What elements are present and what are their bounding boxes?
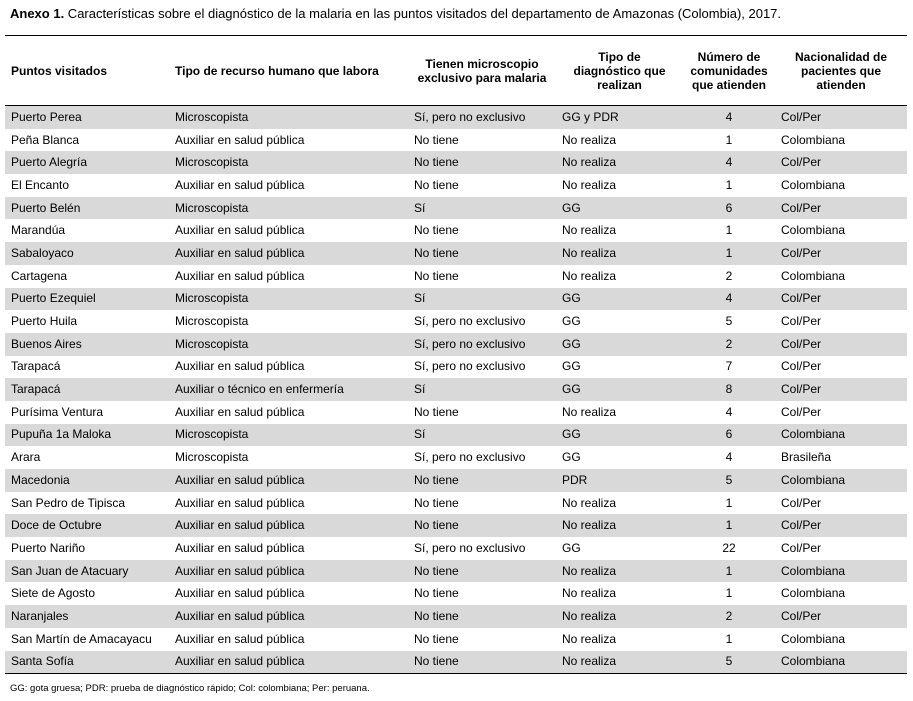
cell-nacionalidad: Colombiana: [781, 268, 846, 283]
cell-tipo-recurso: Auxiliar en salud pública: [175, 177, 305, 192]
table-footnote: GG: gota gruesa; PDR: prueba de diagnóstico rápido; Col: colombiana; Per: peruana.: [10, 683, 370, 694]
cell-microscopio: Sí, pero no exclusivo: [414, 450, 526, 465]
cell-punto-visitado: Puerto Huila: [11, 314, 78, 329]
cell-tipo-diagnostico: GG: [562, 450, 581, 465]
table-row: [5, 356, 907, 379]
cell-microscopio: No tiene: [414, 404, 459, 419]
cell-tipo-diagnostico: No realiza: [562, 495, 617, 510]
cell-nacionalidad: Colombiana: [781, 223, 846, 238]
table-row: [5, 605, 907, 628]
cell-microscopio: No tiene: [414, 177, 459, 192]
table-row: [5, 469, 907, 492]
cell-numero-comunidades: 6: [683, 197, 775, 220]
cell-punto-visitado: Puerto Perea: [5, 106, 169, 129]
cell-nacionalidad: Col/Per: [781, 314, 822, 329]
table-row: [5, 106, 907, 129]
table-row: [5, 265, 907, 288]
cell-tipo-diagnostico: No realiza: [556, 151, 683, 174]
cell-numero-comunidades: 2: [725, 268, 733, 283]
cell-nacionalidad: Col/Per: [775, 242, 907, 265]
cell-nacionalidad: Colombiana: [775, 469, 907, 492]
cell-numero-comunidades: 5: [725, 314, 733, 329]
cell-tipo-recurso: Auxiliar en salud pública: [175, 404, 305, 419]
header-tipo-recurso: Tipo de recurso humano que labora: [169, 36, 408, 106]
cell-numero-comunidades: 4: [683, 151, 775, 174]
cell-punto-visitado: Santa Sofía: [5, 651, 169, 674]
cell-tipo-diagnostico: GG: [556, 333, 683, 356]
cell-microscopio: Sí: [408, 424, 556, 447]
cell-microscopio: Sí: [408, 378, 556, 401]
cell-microscopio: Sí: [408, 197, 556, 220]
table-row: [5, 651, 907, 674]
cell-tipo-recurso: Auxiliar en salud pública: [175, 359, 305, 374]
cell-tipo-recurso: Microscopista: [175, 450, 249, 465]
header-numero-comunidades: Número de comunidades que atienden: [683, 36, 775, 106]
data-table: [5, 35, 907, 674]
cell-nacionalidad: Col/Per: [781, 359, 822, 374]
cell-tipo-recurso: Auxiliar en salud pública: [169, 651, 408, 674]
cell-tipo-diagnostico: No realiza: [556, 242, 683, 265]
table-row: [5, 492, 907, 515]
cell-nacionalidad: Colombiana: [775, 651, 907, 674]
cell-nacionalidad: Col/Per: [775, 151, 907, 174]
table-row: [5, 424, 907, 447]
cell-tipo-recurso: Microscopista: [169, 106, 408, 129]
cell-punto-visitado: San Martín de Amacayacu: [11, 631, 152, 646]
cell-microscopio: No tiene: [408, 514, 556, 537]
cell-tipo-recurso: Microscopista: [169, 197, 408, 220]
cell-tipo-diagnostico: No realiza: [562, 586, 617, 601]
cell-numero-comunidades: 5: [683, 469, 775, 492]
cell-punto-visitado: Arara: [11, 450, 41, 465]
cell-tipo-diagnostico: PDR: [556, 469, 683, 492]
table-caption: [10, 6, 781, 22]
cell-tipo-recurso: Auxiliar en salud pública: [175, 268, 305, 283]
cell-microscopio: Sí, pero no exclusivo: [408, 333, 556, 356]
cell-nacionalidad: Col/Per: [775, 605, 907, 628]
cell-tipo-diagnostico: GG: [556, 424, 683, 447]
table-row: [5, 560, 907, 583]
header-nacionalidad: Nacionalidad de pacientes que atienden: [775, 36, 907, 106]
cell-microscopio: No tiene: [414, 586, 459, 601]
cell-tipo-recurso: Auxiliar en salud pública: [169, 242, 408, 265]
header-puntos-visitados: Puntos visitados: [5, 36, 169, 106]
header-row: [5, 36, 907, 106]
table-body: [5, 106, 907, 674]
cell-punto-visitado: Puerto Nariño: [11, 540, 86, 555]
table-row: [5, 219, 907, 242]
cell-numero-comunidades: 4: [683, 106, 775, 129]
cell-punto-visitado: Tarapacá: [5, 378, 169, 401]
cell-microscopio: No tiene: [414, 495, 459, 510]
cell-tipo-diagnostico: GG: [556, 288, 683, 311]
cell-tipo-recurso: Microscopista: [175, 314, 249, 329]
cell-tipo-recurso: Auxiliar en salud pública: [169, 469, 408, 492]
cell-numero-comunidades: 1: [725, 631, 733, 646]
cell-microscopio: No tiene: [408, 560, 556, 583]
cell-punto-visitado: El Encanto: [11, 177, 70, 192]
cell-microscopio: Sí: [408, 288, 556, 311]
cell-numero-comunidades: 1: [725, 223, 733, 238]
table-row: [5, 378, 907, 401]
cell-tipo-recurso: Auxiliar en salud pública: [169, 605, 408, 628]
cell-numero-comunidades: 2: [683, 333, 775, 356]
cell-microscopio: No tiene: [408, 605, 556, 628]
cell-numero-comunidades: 1: [683, 560, 775, 583]
table-row: [5, 333, 907, 356]
cell-numero-comunidades: 1: [725, 495, 733, 510]
cell-nacionalidad: Colombiana: [781, 132, 846, 147]
cell-punto-visitado: Purísima Ventura: [11, 404, 104, 419]
cell-tipo-diagnostico: No realiza: [562, 631, 617, 646]
cell-microscopio: No tiene: [408, 651, 556, 674]
cell-punto-visitado: Puerto Alegría: [5, 151, 169, 174]
cell-numero-comunidades: 4: [683, 288, 775, 311]
table-row: [5, 242, 907, 265]
cell-punto-visitado: Doce de Octubre: [5, 514, 169, 537]
cell-tipo-diagnostico: No realiza: [562, 177, 617, 192]
cell-tipo-recurso: Microscopista: [169, 333, 408, 356]
cell-tipo-diagnostico: No realiza: [562, 268, 617, 283]
cell-microscopio: No tiene: [408, 151, 556, 174]
cell-tipo-recurso: Auxiliar en salud pública: [175, 223, 305, 238]
cell-numero-comunidades: 1: [725, 586, 733, 601]
cell-nacionalidad: Colombiana: [775, 560, 907, 583]
cell-tipo-diagnostico: GG: [562, 359, 581, 374]
cell-punto-visitado: Siete de Agosto: [11, 586, 96, 601]
cell-numero-comunidades: 2: [683, 605, 775, 628]
cell-tipo-diagnostico: GG: [562, 540, 581, 555]
cell-nacionalidad: Col/Per: [781, 540, 822, 555]
cell-tipo-recurso: Auxiliar en salud pública: [169, 514, 408, 537]
table-row: [5, 446, 907, 469]
cell-tipo-diagnostico: GG: [556, 197, 683, 220]
table-row: [5, 582, 907, 605]
cell-punto-visitado: Marandúa: [11, 223, 66, 238]
table-row: [5, 514, 907, 537]
cell-numero-comunidades: 5: [683, 651, 775, 674]
cell-numero-comunidades: 8: [683, 378, 775, 401]
cell-tipo-diagnostico: No realiza: [556, 514, 683, 537]
table-row: [5, 288, 907, 311]
cell-nacionalidad: Col/Per: [775, 288, 907, 311]
cell-numero-comunidades: 7: [725, 359, 733, 374]
cell-punto-visitado: Naranjales: [5, 605, 169, 628]
cell-tipo-recurso: Microscopista: [169, 424, 408, 447]
cell-microscopio: No tiene: [408, 242, 556, 265]
cell-punto-visitado: Buenos Aires: [5, 333, 169, 356]
cell-nacionalidad: Brasileña: [781, 450, 832, 465]
cell-tipo-recurso: Auxiliar en salud pública: [175, 132, 305, 147]
cell-nacionalidad: Col/Per: [775, 514, 907, 537]
cell-tipo-diagnostico: No realiza: [556, 560, 683, 583]
cell-punto-visitado: Tarapacá: [11, 359, 61, 374]
cell-numero-comunidades: 4: [725, 404, 733, 419]
header-microscopio: Tienen microscopio exclusivo para malaria: [408, 36, 556, 106]
cell-punto-visitado: San Juan de Atacuary: [5, 560, 169, 583]
cell-microscopio: Sí, pero no exclusivo: [414, 314, 526, 329]
table-row: [5, 537, 907, 560]
cell-punto-visitado: Puerto Belén: [5, 197, 169, 220]
caption-label: Anexo 1.: [10, 6, 65, 21]
cell-nacionalidad: Col/Per: [775, 378, 907, 401]
cell-nacionalidad: Col/Per: [781, 404, 822, 419]
cell-microscopio: Sí, pero no exclusivo: [408, 106, 556, 129]
cell-microscopio: No tiene: [414, 132, 459, 147]
cell-microscopio: No tiene: [414, 268, 459, 283]
cell-tipo-diagnostico: No realiza: [562, 223, 617, 238]
table-row: [5, 310, 907, 333]
cell-nacionalidad: Col/Per: [781, 495, 822, 510]
cell-nacionalidad: Col/Per: [775, 197, 907, 220]
cell-tipo-recurso: Microscopista: [169, 288, 408, 311]
cell-tipo-diagnostico: No realiza: [556, 605, 683, 628]
cell-microscopio: No tiene: [408, 469, 556, 492]
cell-tipo-diagnostico: GG: [562, 314, 581, 329]
cell-microscopio: No tiene: [414, 631, 459, 646]
cell-numero-comunidades: 1: [683, 242, 775, 265]
table-row: [5, 401, 907, 424]
cell-punto-visitado: Puerto Ezequiel: [5, 288, 169, 311]
cell-nacionalidad: Colombiana: [781, 631, 846, 646]
cell-tipo-diagnostico: No realiza: [562, 132, 617, 147]
cell-microscopio: Sí, pero no exclusivo: [414, 540, 526, 555]
cell-nacionalidad: Colombiana: [775, 424, 907, 447]
cell-tipo-diagnostico: No realiza: [562, 404, 617, 419]
table-row: [5, 129, 907, 152]
cell-tipo-recurso: Auxiliar en salud pública: [169, 560, 408, 583]
cell-tipo-diagnostico: No realiza: [556, 651, 683, 674]
cell-tipo-recurso: Auxiliar o técnico en enfermería: [169, 378, 408, 401]
table-row: [5, 151, 907, 174]
cell-microscopio: Sí, pero no exclusivo: [414, 359, 526, 374]
cell-tipo-diagnostico: GG: [556, 378, 683, 401]
cell-numero-comunidades: 6: [683, 424, 775, 447]
cell-nacionalidad: Colombiana: [781, 586, 846, 601]
table-row: [5, 628, 907, 651]
cell-punto-visitado: Sabaloyaco: [5, 242, 169, 265]
cell-tipo-diagnostico: GG y PDR: [556, 106, 683, 129]
cell-microscopio: No tiene: [414, 223, 459, 238]
cell-tipo-recurso: Auxiliar en salud pública: [175, 540, 305, 555]
cell-punto-visitado: Cartagena: [11, 268, 68, 283]
cell-punto-visitado: Peña Blanca: [11, 132, 80, 147]
cell-numero-comunidades: 1: [725, 177, 733, 192]
caption-text: Características sobre el diagnóstico de la malaria en las puntos visitados del departamento de Amazonas (Colombia), 2017.: [64, 6, 782, 21]
cell-punto-visitado: Pupuña 1a Maloka: [5, 424, 169, 447]
cell-nacionalidad: Colombiana: [781, 177, 846, 192]
cell-punto-visitado: Macedonia: [5, 469, 169, 492]
cell-punto-visitado: San Pedro de Tipisca: [11, 495, 126, 510]
cell-nacionalidad: Col/Per: [775, 333, 907, 356]
cell-numero-comunidades: 4: [725, 450, 733, 465]
header-tipo-diagnostico: Tipo de diagnóstico que realizan: [556, 36, 683, 106]
cell-numero-comunidades: 22: [722, 540, 736, 555]
cell-tipo-recurso: Auxiliar en salud pública: [175, 631, 305, 646]
cell-tipo-recurso: Auxiliar en salud pública: [175, 495, 305, 510]
table-row: [5, 174, 907, 197]
cell-tipo-recurso: Auxiliar en salud pública: [175, 586, 305, 601]
cell-nacionalidad: Col/Per: [775, 106, 907, 129]
table-row: [5, 197, 907, 220]
cell-tipo-recurso: Microscopista: [169, 151, 408, 174]
cell-numero-comunidades: 1: [683, 514, 775, 537]
cell-numero-comunidades: 1: [725, 132, 733, 147]
